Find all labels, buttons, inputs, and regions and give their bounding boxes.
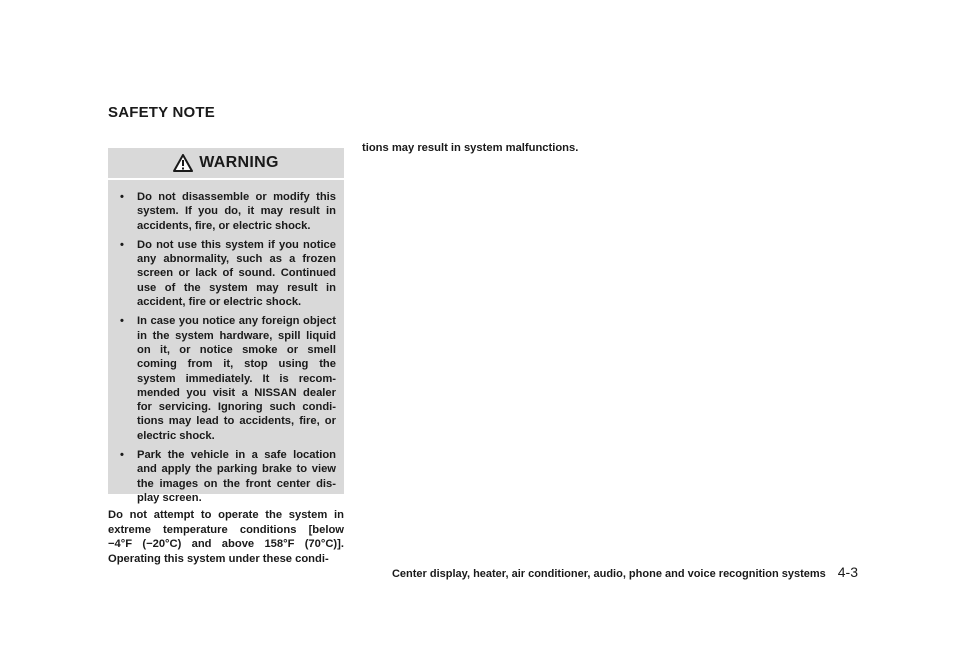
chapter-title: Center display, heater, air conditioner, audio, phone and voice recognition systems: [391, 568, 826, 580]
warning-box: [108, 148, 344, 504]
bullet: •: [120, 449, 124, 462]
page-footer: [392, 564, 858, 580]
warning-list: [108, 180, 344, 505]
bullet: •: [120, 315, 124, 328]
bullet: •: [120, 238, 124, 251]
warning-label: WARNING: [199, 154, 279, 171]
section-title: SAFETY NOTE: [108, 104, 215, 121]
warning-item: • Park the vehicle in a safe location and apply the parking brake to view the images on the front center dis-play screen.: [120, 449, 336, 504]
warning-header: [108, 148, 344, 180]
body-paragraph-left: Do not attempt to operate the system in extreme temperature conditions [below −4°F (−20°C) and above 158°F (70°C)]. Operating this system under these condi-: [108, 509, 344, 565]
bullet: •: [120, 191, 124, 203]
warning-triangle-icon: [173, 154, 193, 172]
warning-item: • Do not disassemble or modify this system. If you do, it may result in accidents, fire, or electric shock.: [120, 191, 336, 232]
body-paragraph-right: tions may result in system malfunctions.: [362, 142, 579, 154]
warning-item: • In case you notice any foreign object in the system hardware, spill liquid on it, or notice smoke or smell coming from it, stop using the system immediately. It is recom-mended you visit a NISSAN dealer for servicing. Ignoring such condi-tions may lead to accidents, fire, or electric shock.: [120, 315, 336, 442]
warning-item: • Do not use this system if you notice any abnormality, such as a frozen screen or lack of sound. Continued use of the system may result in accident, fire or electric shock.: [120, 238, 336, 309]
page-number: 4-3: [837, 564, 858, 580]
